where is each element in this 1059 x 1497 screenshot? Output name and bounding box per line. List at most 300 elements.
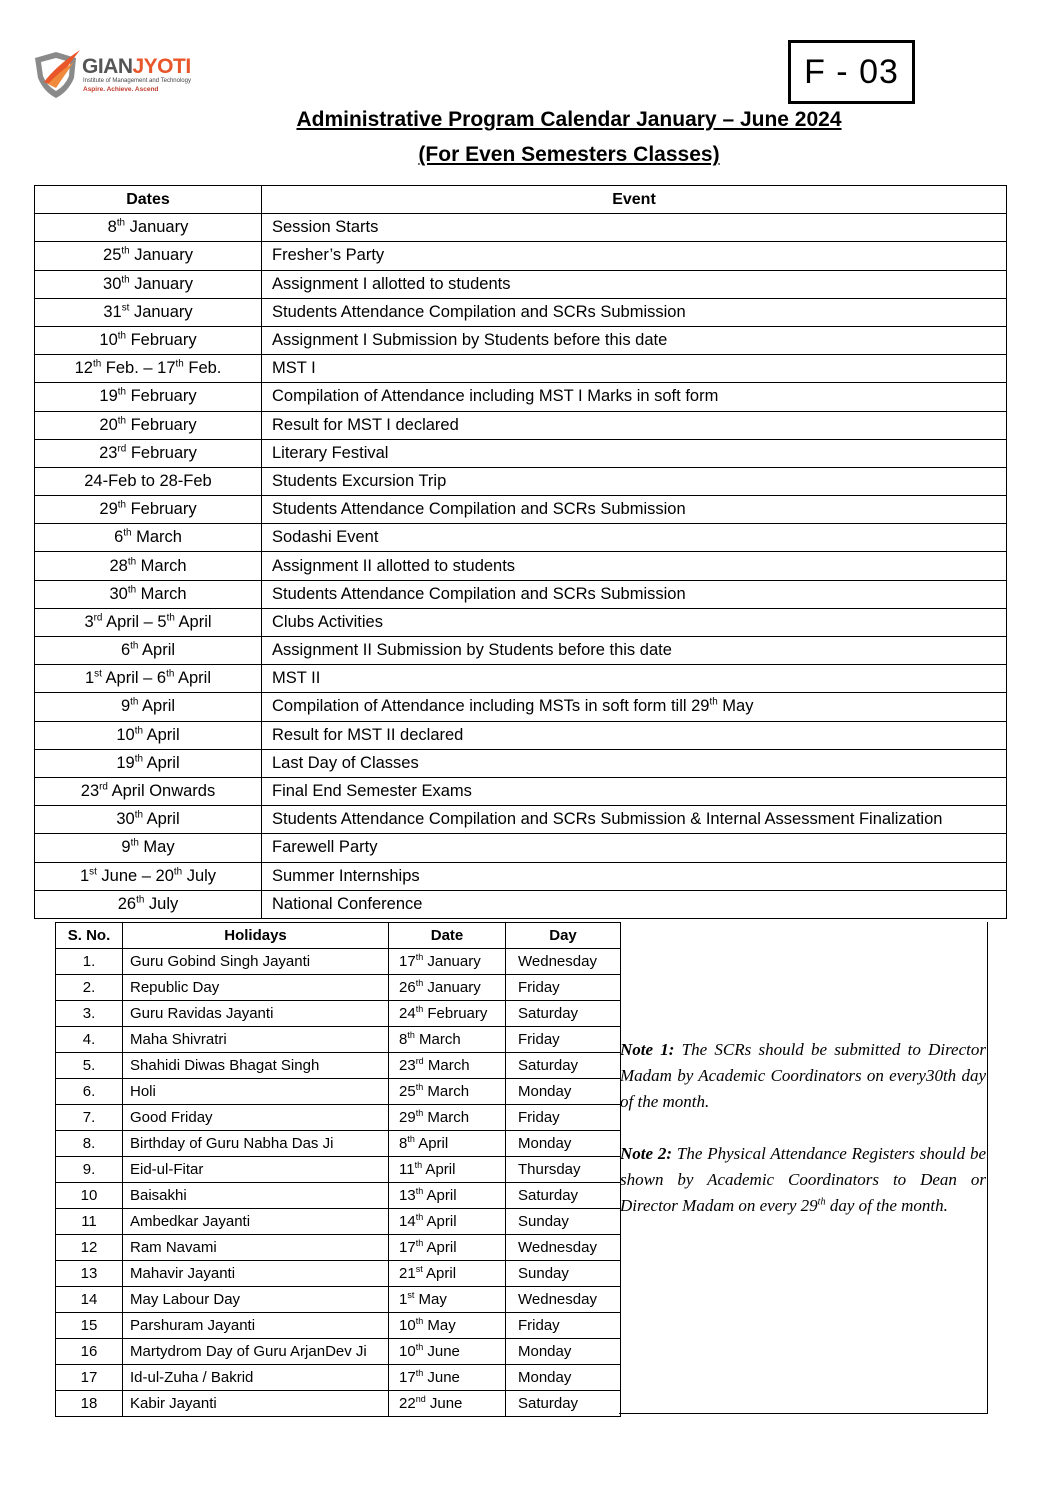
holiday-name-cell: Baisakhi — [123, 1183, 389, 1209]
holiday-day-cell: Saturday — [506, 1391, 621, 1417]
text-segment: May — [414, 1291, 447, 1308]
calendar-date-cell — [35, 524, 262, 552]
ordinal-suffix: rd — [415, 1056, 424, 1066]
calendar-row — [35, 214, 1007, 242]
holiday-day-cell: Friday — [506, 975, 621, 1001]
text-segment: April — [138, 697, 176, 716]
holidays-header-day: Day — [506, 923, 621, 949]
calendar-row — [35, 552, 1007, 580]
text-segment: June – 20 — [96, 866, 174, 885]
text-segment: Assignment I allotted to students — [272, 274, 511, 293]
text-segment: April – 6 — [101, 669, 167, 688]
ordinal-suffix: th — [415, 952, 424, 962]
text-segment: January — [125, 218, 189, 237]
holiday-row — [56, 1157, 621, 1183]
text-segment: 1 — [79, 866, 90, 885]
text-segment: 28 — [109, 556, 128, 575]
text-segment: Feb. – 17 — [101, 359, 176, 378]
text-segment: 29 — [399, 1109, 416, 1126]
text-segment: June — [425, 1395, 463, 1412]
holiday-day-cell: Friday — [506, 1313, 621, 1339]
calendar-date-cell — [35, 862, 262, 890]
holiday-row — [56, 1391, 621, 1417]
holiday-row — [56, 1209, 621, 1235]
holiday-row — [56, 1053, 621, 1079]
text-segment: National Conference — [272, 894, 423, 913]
calendar-date-cell — [35, 298, 262, 326]
holiday-row — [56, 1079, 621, 1105]
holiday-sno-cell: 7. — [56, 1105, 123, 1131]
ordinal-suffix: th — [117, 386, 126, 398]
holiday-day-cell: Saturday — [506, 1053, 621, 1079]
text-segment: Students Excursion Trip — [272, 471, 447, 490]
calendar-row — [35, 721, 1007, 749]
text-segment: January — [129, 246, 193, 265]
text-segment: July — [144, 894, 179, 913]
calendar-event-cell — [262, 214, 1007, 242]
calendar-date-cell — [35, 383, 262, 411]
holiday-date-cell — [389, 1131, 506, 1157]
text-segment: Result for MST II declared — [272, 725, 464, 744]
calendar-event-cell — [262, 749, 1007, 777]
ordinal-suffix: th — [127, 556, 137, 568]
text-segment: day of the month. — [825, 1196, 948, 1215]
text-segment: 23 — [80, 782, 100, 801]
ordinal-suffix: th — [130, 640, 139, 652]
holiday-sno-cell: 2. — [56, 975, 123, 1001]
text-segment: Students Attendance Compilation and SCRs Submission & Internal Assessment Finalization — [272, 810, 943, 829]
text-segment: 20 — [99, 415, 118, 434]
holiday-sno-cell: 5. — [56, 1053, 123, 1079]
holiday-row — [56, 1183, 621, 1209]
institute-logo — [32, 46, 207, 102]
calendar-header-event: Event — [262, 186, 1007, 214]
holidays-header-date: Date — [389, 923, 506, 949]
holiday-date-cell — [389, 1287, 506, 1313]
ordinal-suffix: th — [134, 725, 143, 737]
calendar-row — [35, 693, 1007, 721]
text-segment: 6 — [120, 641, 131, 660]
holiday-day-cell: Monday — [506, 1079, 621, 1105]
text-segment: February — [126, 331, 197, 350]
text-segment: 10 — [399, 1343, 416, 1360]
text-segment: Students Attendance Compilation and SCRs Submission — [272, 584, 686, 603]
holiday-date-cell — [389, 1105, 506, 1131]
note-2-label: Note 2: — [620, 1144, 673, 1163]
notes-section — [620, 1037, 986, 1245]
holiday-date-cell — [389, 1053, 506, 1079]
calendar-event-cell — [262, 270, 1007, 298]
ordinal-suffix: th — [415, 978, 424, 988]
calendar-row — [35, 637, 1007, 665]
holiday-date-cell — [389, 975, 506, 1001]
holiday-date-cell — [389, 1261, 506, 1287]
text-segment: February — [126, 500, 197, 519]
holiday-sno-cell: 12 — [56, 1235, 123, 1261]
text-segment: 3 — [84, 612, 94, 631]
note-1-text — [620, 1040, 986, 1111]
ordinal-suffix: th — [415, 1212, 424, 1222]
text-segment: Final End Semester Exams — [272, 782, 472, 801]
page-title: Administrative Program Calendar January – June 2024 — [296, 108, 842, 131]
ordinal-suffix: st — [94, 668, 102, 680]
text-segment: 25 — [399, 1083, 416, 1100]
text-segment: 30 — [109, 584, 128, 603]
ordinal-suffix: rd — [93, 612, 103, 624]
holiday-date-cell — [389, 1001, 506, 1027]
note-2-text — [620, 1144, 986, 1215]
calendar-date-cell — [35, 439, 262, 467]
ordinal-suffix: th — [130, 696, 139, 708]
calendar-row — [35, 862, 1007, 890]
holiday-sno-cell: 18 — [56, 1391, 123, 1417]
holiday-day-cell: Thursday — [506, 1157, 621, 1183]
text-segment: 8 — [107, 218, 117, 237]
calendar-row — [35, 777, 1007, 805]
ordinal-suffix: rd — [99, 781, 108, 793]
note-2 — [620, 1141, 986, 1219]
calendar-date-cell — [35, 665, 262, 693]
calendar-event-cell — [262, 496, 1007, 524]
holiday-row — [56, 1339, 621, 1365]
holiday-day-cell: Wednesday — [506, 1287, 621, 1313]
holiday-date-cell — [389, 1313, 506, 1339]
calendar-row — [35, 890, 1007, 918]
calendar-event-cell — [262, 298, 1007, 326]
calendar-event-cell — [262, 355, 1007, 383]
holiday-name-cell: Mahavir Jayanti — [123, 1261, 389, 1287]
calendar-header-row — [35, 186, 1007, 214]
calendar-row — [35, 298, 1007, 326]
text-segment: Students Attendance Compilation and SCRs Submission — [272, 500, 686, 519]
shield-logo-icon — [32, 46, 82, 102]
ordinal-suffix: th — [415, 1082, 424, 1092]
holiday-sno-cell: 17 — [56, 1365, 123, 1391]
ordinal-suffix: th — [116, 217, 126, 229]
holiday-sno-cell: 4. — [56, 1027, 123, 1053]
holiday-name-cell: Shahidi Diwas Bhagat Singh — [123, 1053, 389, 1079]
calendar-event-cell — [262, 806, 1007, 834]
text-segment: 9 — [121, 838, 131, 857]
calendar-event-cell — [262, 637, 1007, 665]
ordinal-suffix: th — [414, 1160, 423, 1170]
ordinal-suffix: th — [415, 1186, 424, 1196]
ordinal-suffix: th — [127, 584, 137, 596]
calendar-row — [35, 467, 1007, 495]
text-segment: Fresher’s Party — [272, 246, 385, 265]
holiday-sno-cell: 9. — [56, 1157, 123, 1183]
text-segment: Result for MST I declared — [272, 415, 459, 434]
text-segment: Literary Festival — [272, 443, 389, 462]
calendar-date-cell — [35, 355, 262, 383]
form-code-box: F - 03 — [788, 40, 915, 104]
text-segment: 17 — [399, 1369, 416, 1386]
holiday-day-cell: Friday — [506, 1027, 621, 1053]
note-1 — [620, 1037, 986, 1115]
text-segment: 9 — [120, 697, 131, 716]
text-segment: February — [126, 443, 197, 462]
calendar-event-cell — [262, 467, 1007, 495]
holiday-sno-cell: 8. — [56, 1131, 123, 1157]
calendar-date-cell — [35, 693, 262, 721]
calendar-event-cell — [262, 242, 1007, 270]
calendar-row — [35, 524, 1007, 552]
holiday-name-cell: Republic Day — [123, 975, 389, 1001]
calendar-row — [35, 242, 1007, 270]
holiday-row — [56, 949, 621, 975]
calendar-date-cell — [35, 806, 262, 834]
text-segment: The Physical Attendance Registers should be shown by Academic Coordinators to Dean or Director Madam on every 29 — [620, 1144, 986, 1215]
text-segment: April — [422, 1265, 457, 1282]
text-segment: Sodashi Event — [272, 528, 379, 547]
ordinal-suffix: th — [173, 866, 183, 878]
holiday-date-cell — [389, 1391, 506, 1417]
text-segment: Summer Internships — [272, 866, 420, 885]
holiday-row — [56, 1365, 621, 1391]
calendar-event-cell — [262, 862, 1007, 890]
holiday-sno-cell: 6. — [56, 1079, 123, 1105]
ordinal-suffix: st — [415, 1264, 423, 1274]
logo-wordmark: GIANJYOTI — [82, 55, 191, 78]
calendar-event-cell — [262, 721, 1007, 749]
text-segment: MST I — [272, 359, 316, 378]
text-segment: 8 — [399, 1031, 408, 1048]
ordinal-suffix: th — [123, 527, 132, 539]
calendar-row — [35, 806, 1007, 834]
calendar-event-cell — [262, 383, 1007, 411]
text-segment: February — [126, 415, 197, 434]
text-segment: 1 — [399, 1291, 408, 1308]
calendar-date-cell — [35, 721, 262, 749]
text-segment: April — [142, 725, 180, 744]
calendar-row — [35, 665, 1007, 693]
text-segment: February — [423, 1005, 488, 1022]
holiday-row — [56, 1313, 621, 1339]
page-subtitle: (For Even Semesters Classes) — [418, 143, 720, 166]
holiday-name-cell: Holi — [123, 1079, 389, 1105]
calendar-date-cell — [35, 242, 262, 270]
calendar-event-cell — [262, 552, 1007, 580]
holiday-name-cell: Birthday of Guru Nabha Das Ji — [123, 1131, 389, 1157]
calendar-row — [35, 355, 1007, 383]
ordinal-suffix: th — [117, 415, 126, 427]
holiday-day-cell: Sunday — [506, 1209, 621, 1235]
text-segment: April — [423, 1187, 457, 1204]
calendar-event-cell — [262, 834, 1007, 862]
calendar-row — [35, 270, 1007, 298]
text-segment: Assignment II Submission by Students before this date — [272, 641, 672, 660]
text-segment: May — [717, 697, 754, 716]
holiday-date-cell — [389, 1079, 506, 1105]
calendar-date-cell — [35, 496, 262, 524]
logo-tagline: Aspire. Achieve. Ascend — [83, 86, 159, 93]
text-segment: January — [423, 953, 481, 970]
text-segment: 24 — [399, 1005, 416, 1022]
text-segment: April — [138, 641, 176, 660]
calendar-date-cell — [35, 777, 262, 805]
text-segment: April — [422, 1161, 456, 1178]
calendar-date-cell — [35, 467, 262, 495]
text-segment: June — [423, 1369, 460, 1386]
text-segment: March — [423, 1057, 470, 1074]
calendar-row — [35, 834, 1007, 862]
text-segment: April Onwards — [107, 782, 216, 801]
logo-subtitle: Institute of Management and Technology — [83, 78, 191, 84]
calendar-event-cell — [262, 439, 1007, 467]
text-segment: 1 — [84, 669, 95, 688]
calendar-event-cell — [262, 777, 1007, 805]
calendar-date-cell — [35, 637, 262, 665]
text-segment: Farewell Party — [272, 838, 378, 857]
holiday-row — [56, 975, 621, 1001]
text-segment: 12 — [74, 359, 93, 378]
holiday-name-cell: Martydrom Day of Guru ArjanDev Ji — [123, 1339, 389, 1365]
calendar-date-cell — [35, 411, 262, 439]
text-segment: 11 — [399, 1161, 415, 1178]
text-segment: April – 5 — [102, 612, 167, 631]
holiday-row — [56, 1287, 621, 1313]
holiday-sno-cell: 15 — [56, 1313, 123, 1339]
text-segment: 23 — [99, 443, 118, 462]
holiday-row — [56, 1027, 621, 1053]
calendar-date-cell — [35, 214, 262, 242]
text-segment: MST II — [272, 669, 321, 688]
text-segment: April — [174, 669, 212, 688]
text-segment: Compilation of Attendance including MSTs in soft form till 29 — [272, 697, 710, 716]
text-segment: 24-Feb to 28-Feb — [84, 471, 212, 490]
holiday-row — [56, 1235, 621, 1261]
calendar-date-cell — [35, 890, 262, 918]
calendar-event-cell — [262, 665, 1007, 693]
text-segment: 6 — [114, 528, 124, 547]
holidays-header-row — [56, 923, 621, 949]
text-segment: June — [423, 1343, 460, 1360]
holiday-day-cell: Sunday — [506, 1261, 621, 1287]
holiday-day-cell: Wednesday — [506, 1235, 621, 1261]
calendar-date-cell — [35, 580, 262, 608]
text-segment: July — [182, 866, 217, 885]
holiday-date-cell — [389, 1209, 506, 1235]
holiday-name-cell: Parshuram Jayanti — [123, 1313, 389, 1339]
text-segment: March — [423, 1083, 470, 1100]
text-segment: March — [414, 1031, 461, 1048]
calendar-row — [35, 439, 1007, 467]
calendar-date-cell — [35, 834, 262, 862]
text-segment: March — [131, 528, 182, 547]
ordinal-suffix: th — [415, 1004, 424, 1014]
ordinal-suffix: th — [166, 612, 175, 624]
text-segment: April — [414, 1135, 449, 1152]
text-segment: 10 — [399, 1317, 416, 1334]
holiday-day-cell: Saturday — [506, 1001, 621, 1027]
holidays-table — [55, 922, 621, 1417]
holiday-day-cell: Monday — [506, 1365, 621, 1391]
calendar-event-cell — [262, 693, 1007, 721]
ordinal-suffix: th — [175, 358, 184, 370]
holiday-name-cell: Maha Shivratri — [123, 1027, 389, 1053]
program-calendar-table — [34, 185, 1007, 919]
text-segment: 13 — [399, 1187, 416, 1204]
calendar-event-cell — [262, 411, 1007, 439]
text-segment: The SCRs should be submitted to Director Madam by Academic Coordinators on every30th day of the month. — [620, 1040, 986, 1111]
holiday-sno-cell: 11 — [56, 1209, 123, 1235]
text-segment: 17 — [399, 1239, 416, 1256]
ordinal-suffix: th — [130, 837, 139, 849]
holiday-row — [56, 1131, 621, 1157]
text-segment: Feb. — [183, 359, 222, 378]
text-segment: 19 — [99, 387, 118, 406]
text-segment: 21 — [399, 1265, 416, 1282]
text-segment: 30 — [103, 274, 122, 293]
holiday-sno-cell: 1. — [56, 949, 123, 975]
text-segment: April — [142, 753, 180, 772]
calendar-event-cell — [262, 326, 1007, 354]
holidays-header-name: Holidays — [123, 923, 389, 949]
text-segment: May — [423, 1317, 456, 1334]
holiday-name-cell: Guru Ravidas Jayanti — [123, 1001, 389, 1027]
text-segment: 17 — [399, 953, 416, 970]
text-segment: April — [423, 1239, 457, 1256]
holiday-date-cell — [389, 1027, 506, 1053]
text-segment: 29 — [99, 500, 118, 519]
holiday-sno-cell: 3. — [56, 1001, 123, 1027]
holiday-name-cell: Kabir Jayanti — [123, 1391, 389, 1417]
holiday-sno-cell: 13 — [56, 1261, 123, 1287]
calendar-event-cell — [262, 580, 1007, 608]
holiday-day-cell: Saturday — [506, 1183, 621, 1209]
ordinal-suffix: th — [407, 1134, 415, 1144]
calendar-event-cell — [262, 890, 1007, 918]
text-segment: April — [174, 612, 212, 631]
text-segment: Assignment I Submission by Students before this date — [272, 331, 668, 350]
text-segment: 31 — [103, 302, 122, 321]
holiday-date-cell — [389, 949, 506, 975]
calendar-date-cell — [35, 270, 262, 298]
text-segment: Students Attendance Compilation and SCRs Submission — [272, 302, 686, 321]
text-segment: Clubs Activities — [272, 612, 383, 631]
holiday-name-cell: Ram Navami — [123, 1235, 389, 1261]
text-segment: April — [423, 1213, 457, 1230]
ordinal-suffix: th — [121, 245, 130, 257]
holiday-day-cell: Monday — [506, 1339, 621, 1365]
holiday-name-cell: Good Friday — [123, 1105, 389, 1131]
calendar-event-cell — [262, 524, 1007, 552]
ordinal-suffix: st — [121, 302, 130, 314]
calendar-row — [35, 411, 1007, 439]
holiday-name-cell: Guru Gobind Singh Jayanti — [123, 949, 389, 975]
holiday-date-cell — [389, 1339, 506, 1365]
ordinal-suffix: th — [415, 1316, 424, 1326]
ordinal-suffix: th — [817, 1196, 826, 1208]
calendar-date-cell — [35, 749, 262, 777]
holiday-name-cell: Ambedkar Jayanti — [123, 1209, 389, 1235]
holiday-day-cell: Friday — [506, 1105, 621, 1131]
ordinal-suffix: th — [407, 1030, 415, 1040]
text-segment: January — [129, 302, 193, 321]
text-segment: 10 — [116, 725, 135, 744]
holiday-date-cell — [389, 1157, 506, 1183]
ordinal-suffix: th — [166, 668, 175, 680]
calendar-date-cell — [35, 326, 262, 354]
ordinal-suffix: th — [134, 809, 143, 821]
text-segment: March — [136, 584, 187, 603]
ordinal-suffix: th — [117, 499, 126, 511]
ordinal-suffix: th — [415, 1108, 424, 1118]
text-segment: 19 — [116, 753, 135, 772]
calendar-row — [35, 383, 1007, 411]
holiday-name-cell: Eid-ul-Fitar — [123, 1157, 389, 1183]
calendar-row — [35, 326, 1007, 354]
